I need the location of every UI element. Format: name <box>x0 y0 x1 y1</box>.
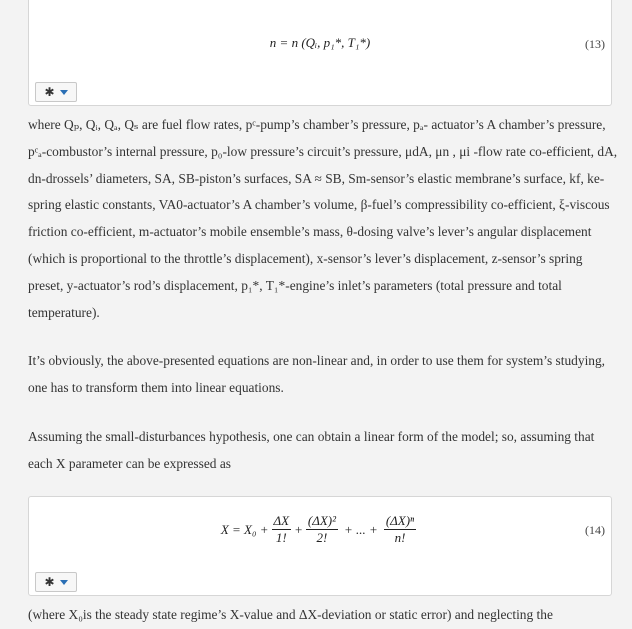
gear-icon: ✱ <box>44 85 55 99</box>
fraction-2: $\frac{\text{(ΔX)²}}{2!}$ <box>307 513 337 545</box>
paragraph-nonlinear: It’s obviously, the above-presented equations are non-linear and, in order to use them for system’s studying, one has to transform them into linear equations. <box>28 353 606 395</box>
equation-14-box <box>28 496 612 596</box>
paragraph-definitions: where Qₚ, Qᵢ, Qₐ, Qₛ are fuel flow rates, pᶜ-pump’s chamber’s pressure, pₐ- actuator’s A chamber’s pressure, pᶜₐ-combustor’s internal pressure, p₀-low pressure’s circuit’s pressure, μdA, μn , μi -flow rate co-efficient, dA, dn-drossels’ diameters, SA, SB-piston’s surfaces, SA ≈ SB, Sm-sensor’s elastic membrane’s surface, kf, ke-spring elastic constants, VA0-actuator’s A chamber’s volume, β-fuel’s compressibility co-efficient, ξ-viscous friction co-efficient, m-actuator’s mobile ensemble’s mass, θ-dosing valve’s lever’s angular displacement (which is proportional to the throttle’s displacement), x-sensor’s lever’s displacement, z-sensor’s spring preset, y-actuator’s rod’s displacement, p₁*, T₁*-engine’s inlet’s parameters (total pressure and total temperature). <box>28 117 618 320</box>
equation-13-box <box>28 0 612 106</box>
equation-14: X = X₀ + $\frac{\Delta X}{1!}$ + $\frac{\text{(ΔX)²}}{2!}$ + ... + $\frac{\text{(ΔX)ⁿ}}{n!}$ <box>220 513 415 545</box>
gear-icon: ✱ <box>44 575 55 589</box>
fraction-1: $\frac{\Delta X}{1!}$ <box>273 513 290 545</box>
fraction-3: $\frac{\text{(ΔX)ⁿ}}{n!}$ <box>385 513 415 545</box>
equation-14-menu-button[interactable] <box>35 572 77 592</box>
paragraph-assumption: Assuming the small-disturbances hypothesis, one can obtain a linear form of the model; so, assuming that each X parameter can be expressed as <box>28 429 595 471</box>
equation-14-number: (14) <box>585 523 605 537</box>
equation-13: n = n (Qᵢ, p₁*, T₁*) <box>269 35 371 50</box>
caret-down-icon <box>60 580 68 585</box>
equation-13-number: (13) <box>585 37 605 51</box>
caret-down-icon <box>60 90 68 95</box>
equation-13-menu-button[interactable] <box>35 82 77 102</box>
paragraph-neglecting: (where X₀is the steady state regime’s X-value and ΔX-deviation or static error) and neglecting the <box>28 607 553 622</box>
